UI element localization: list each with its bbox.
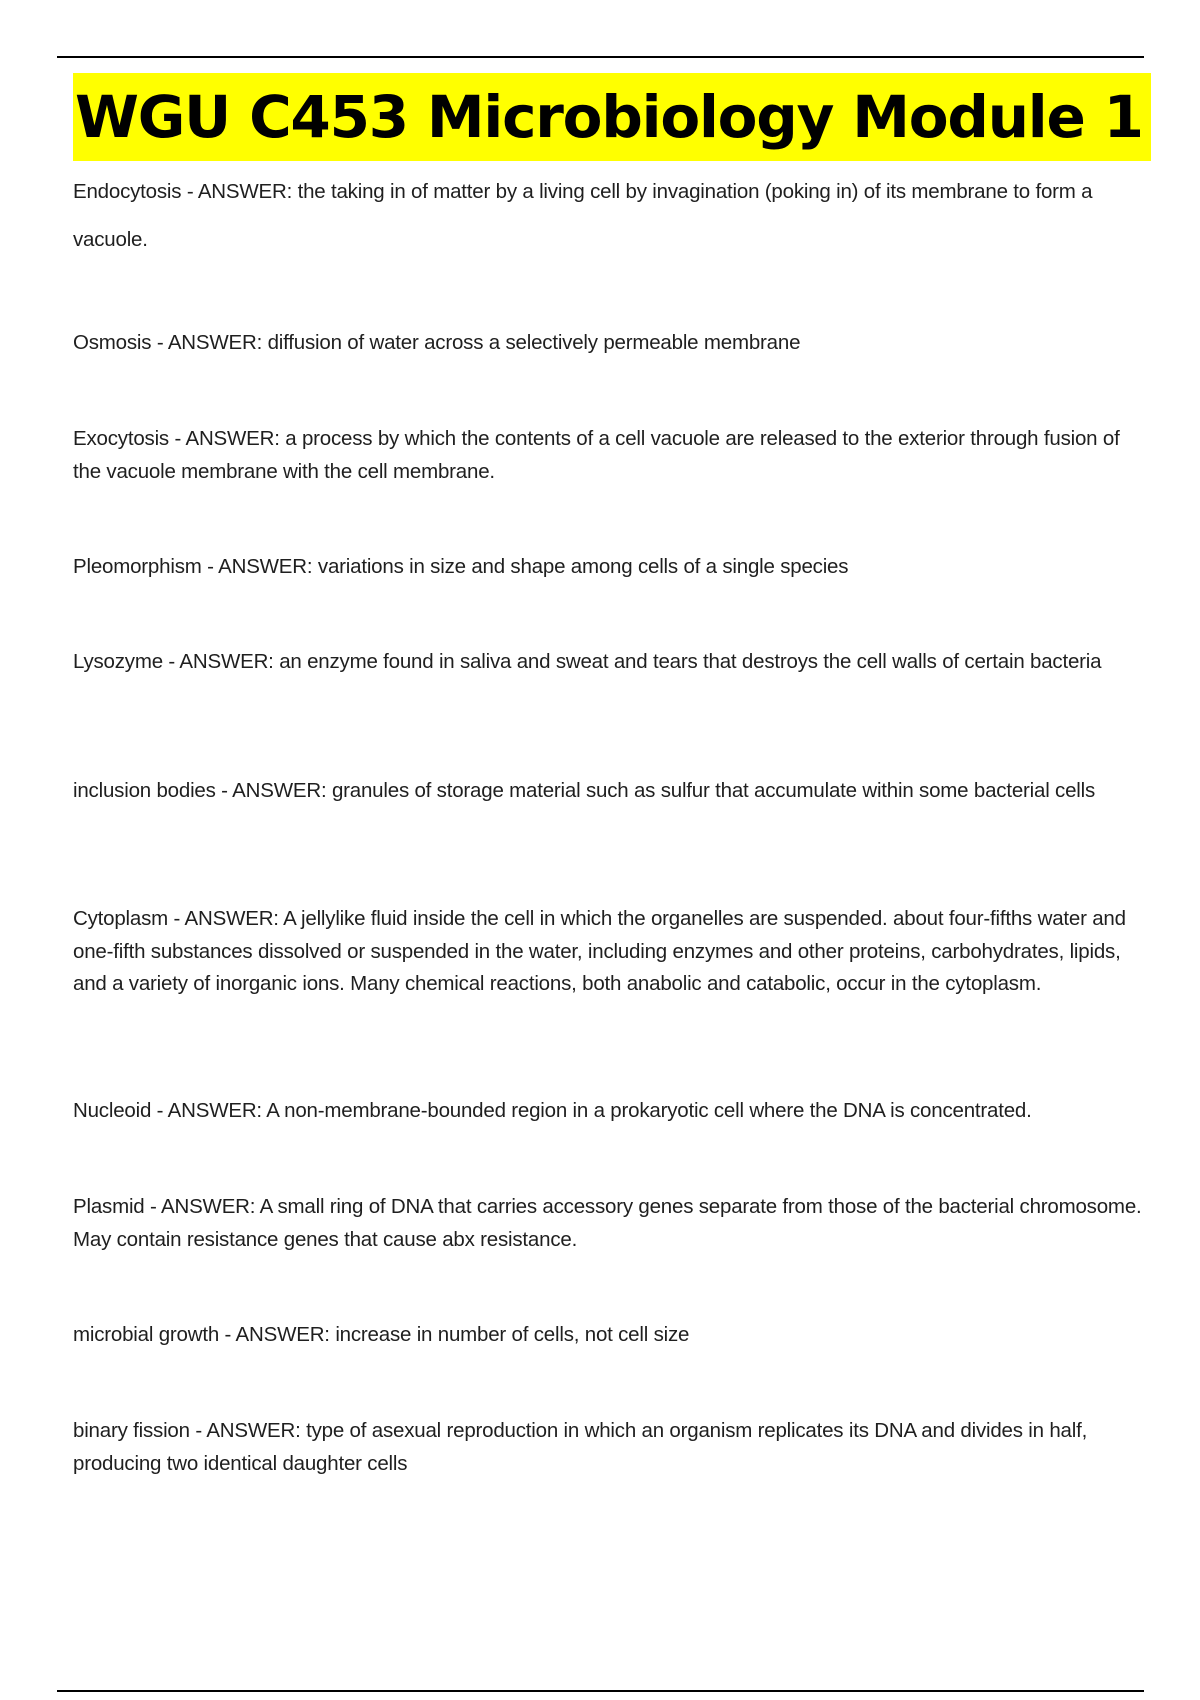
entry-definition: the taking in of matter by a living cell by invagination (poking in) of its membrane to form a vacuole.: [73, 180, 1093, 251]
flashcard-entry-nucleoid: [73, 1095, 1148, 1128]
entry-separator: - ANSWER:: [162, 650, 280, 673]
flashcard-entry-microbial-growth: [73, 1319, 1148, 1352]
entry-definition: A non-membrane-bounded region in a prokaryotic cell where the DNA is concentrated.: [266, 1099, 1032, 1122]
entry-term: Plasmid: [73, 1195, 145, 1218]
entry-term: Exocytosis: [73, 427, 169, 450]
entry-term: Nucleoid: [73, 1099, 152, 1122]
flashcard-entry-inclusion-bodies: [73, 775, 1148, 808]
entry-term: inclusion bodies: [73, 779, 216, 802]
entry-term: Endocytosis: [73, 180, 182, 203]
entry-term: Osmosis: [73, 331, 152, 354]
entry-definition: increase in number of cells, not cell size: [335, 1323, 690, 1346]
document-title: WGU C453 Microbiology Module 1: [73, 73, 1151, 161]
entry-term: Lysozyme: [73, 650, 163, 673]
entry-definition: type of asexual reproduction in which an organism replicates its DNA and divides in half, producing two identical daughter cells: [73, 1419, 1088, 1475]
flashcard-entry-cytoplasm: [73, 903, 1148, 1001]
entry-definition: an enzyme found in saliva and sweat and tears that destroys the cell walls of certain bacteria: [279, 650, 1102, 673]
entry-separator: - ANSWER:: [215, 779, 332, 802]
entry-term: microbial growth: [73, 1323, 220, 1346]
entry-definition: variations in size and shape among cells of a single species: [317, 555, 849, 578]
entry-term: Pleomorphism: [73, 555, 202, 578]
flashcard-entry-pleomorphism: [73, 551, 1148, 584]
entry-term: Cytoplasm: [73, 907, 169, 930]
top-rule: [57, 56, 1144, 58]
flashcard-entry-exocytosis: [73, 423, 1148, 488]
flashcard-entry-lysozyme: [73, 646, 1148, 679]
entry-separator: - ANSWER:: [189, 1419, 307, 1442]
entry-separator: - ANSWER:: [151, 1099, 267, 1122]
entry-separator: - ANSWER:: [201, 555, 318, 578]
flashcard-entry-endocytosis: [73, 168, 1148, 264]
entry-separator: - ANSWER:: [151, 331, 268, 354]
entry-separator: - ANSWER:: [168, 907, 284, 930]
entry-separator: - ANSWER:: [168, 427, 286, 450]
entry-definition: A small ring of DNA that carries accessory genes separate from those of the bacterial chromosome. May contain resistance genes that cause abx resistance.: [73, 1195, 1142, 1251]
entry-definition: granules of storage material such as sulfur that accumulate within some bacterial cells: [331, 779, 1096, 802]
entry-term: binary fission: [73, 1419, 190, 1442]
entry-separator: - ANSWER:: [181, 180, 298, 203]
entry-definition: a process by which the contents of a cell vacuole are released to the exterior through fusion of the vacuole membrane with the cell membrane.: [73, 427, 1120, 483]
flashcard-entry-binary-fission: [73, 1415, 1148, 1480]
entry-separator: - ANSWER:: [219, 1323, 336, 1346]
flashcard-entry-osmosis: [73, 327, 1148, 360]
entry-separator: - ANSWER:: [144, 1195, 260, 1218]
bottom-rule: [57, 1690, 1144, 1692]
entry-definition: diffusion of water across a selectively permeable membrane: [267, 331, 801, 354]
entry-definition: A jellylike fluid inside the cell in which the organelles are suspended. about four-fifths water and one-fifth substances dissolved or suspended in the water, including enzymes and other proteins, carbohydrates, lipids, and a variety of inorganic ions. Many chemical reactions, both anabolic and catabolic, occur in the cytoplasm.: [73, 907, 1126, 995]
flashcard-entry-plasmid: [73, 1191, 1148, 1256]
